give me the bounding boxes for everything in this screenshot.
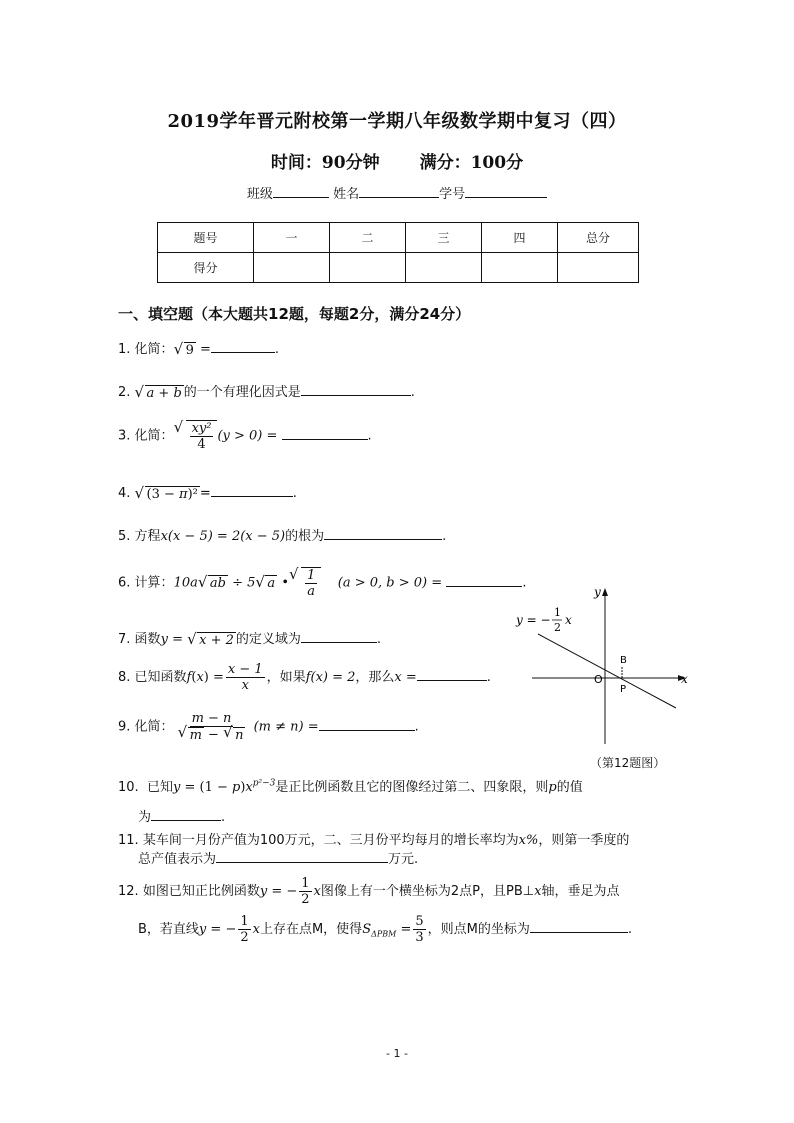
line-label: y = − xyxy=(516,613,551,627)
line-label-denominator: 2 xyxy=(554,621,561,634)
answer-blank[interactable] xyxy=(211,484,293,497)
figure-caption: （第12题图） xyxy=(590,756,666,770)
answer-blank[interactable] xyxy=(151,808,221,821)
table-cell: 一 xyxy=(254,223,330,253)
answer-blank[interactable] xyxy=(324,527,442,540)
question-10: 10. 已知$y = (1 - p)x^{p^2-3}$是正比例函数且它的图像经过第二、四象限，则p的值 xyxy=(118,778,583,795)
question-5: 5. 方程x(x − 5) = 2(x − 5)的根为 . xyxy=(118,529,447,544)
table-cell: 总分 xyxy=(558,223,639,253)
score-cell[interactable] xyxy=(254,253,330,283)
question-12: 12. 如图已知正比例函数y = − $\frac{1}{2}$ x图像上有一个横坐标为2点P，且PB⊥x轴，垂足为点 xyxy=(118,876,620,907)
line-label-x: x xyxy=(565,613,572,627)
answer-blank[interactable] xyxy=(282,427,368,440)
student-info xyxy=(0,183,794,202)
answer-blank[interactable] xyxy=(530,920,628,933)
class-blank[interactable] xyxy=(273,185,329,198)
exam-full-score: 满分：100分 xyxy=(419,153,524,173)
table-cell: 得分 xyxy=(158,253,254,283)
question-2: 2. √ a + b 的一个有理化因式是 . xyxy=(118,381,415,401)
coordinate-figure xyxy=(510,582,700,752)
score-cell[interactable] xyxy=(558,253,639,283)
point-p-label: P xyxy=(620,684,627,695)
question-11: 11. 某车间一月份产值为100万元，二、三月份平均每月的增长率均为x%，则第一季度的 xyxy=(118,833,630,848)
question-3: 3. 化简： √ $\frac{\text{xy²}}{4}$ (y > 0) = . xyxy=(118,420,372,452)
question-9: 9. 化简： m − n √ m − √ n (m ≠ n) = . xyxy=(118,711,419,743)
score-cell[interactable] xyxy=(482,253,558,283)
exam-time: 时间：90分钟 xyxy=(270,153,380,173)
x-axis-label: x xyxy=(681,672,688,686)
answer-blank[interactable] xyxy=(301,383,411,396)
question-10-line2: 为 . xyxy=(138,810,226,825)
exam-meta xyxy=(0,148,794,173)
origin-label: O xyxy=(594,673,603,686)
question-12-line2: B，若直线y = − $\frac{1}{2}$ x上存在点M，使得$S_{\Delta PBM}$ = $\frac{5}{3}$ ，则点M的坐标为 . xyxy=(138,914,633,945)
page-number: - 1 - xyxy=(386,1047,408,1060)
section-heading: 一、填空题（本大题共12题，每题2分，满分24分） xyxy=(118,305,471,323)
score-cell[interactable] xyxy=(330,253,406,283)
table-cell: 四 xyxy=(482,223,558,253)
question-11-line2: 总产值表示为 万元. xyxy=(138,852,419,867)
answer-blank[interactable] xyxy=(216,850,388,863)
answer-blank[interactable] xyxy=(301,630,377,643)
question-8: 8. 已知函数f(x) = $\frac{x - 1}{x}$ ，如果f(x) = 2，那么x = . xyxy=(118,662,491,693)
answer-blank[interactable] xyxy=(211,340,275,353)
score-table xyxy=(157,222,639,283)
table-cell: 二 xyxy=(330,223,406,253)
point-b-label: B xyxy=(620,655,627,666)
table-row xyxy=(158,223,639,253)
question-7: 7. 函数y = √ x + 2 的定义域为 . xyxy=(118,628,381,648)
table-row xyxy=(158,253,639,283)
id-label: 学号 xyxy=(439,187,466,202)
id-blank[interactable] xyxy=(465,185,547,198)
table-cell: 题号 xyxy=(158,223,254,253)
line-label-numerator: 1 xyxy=(554,606,561,619)
score-cell[interactable] xyxy=(406,253,482,283)
class-label: 班级 xyxy=(246,187,273,202)
y-axis-arrow xyxy=(602,588,608,596)
page-title: 2019学年晋元附校第一学期八年级数学期中复习（四） xyxy=(167,111,627,132)
question-1: 1. 化简：√ 9 = . xyxy=(118,338,279,358)
answer-blank[interactable] xyxy=(417,668,487,681)
line-y-neg-half-x xyxy=(538,634,676,708)
y-axis-label: y xyxy=(594,585,601,599)
name-label: 姓名 xyxy=(333,187,360,202)
name-blank[interactable] xyxy=(359,185,439,198)
question-4: 4. √ (3 − π)² = . xyxy=(118,484,297,502)
table-cell: 三 xyxy=(406,223,482,253)
question-6: 6. 计算：10a√ ab ÷ 5√ a • √ $\frac{1}{a}$ (a > 0, b > 0) = . xyxy=(118,567,526,599)
answer-blank[interactable] xyxy=(319,718,415,731)
